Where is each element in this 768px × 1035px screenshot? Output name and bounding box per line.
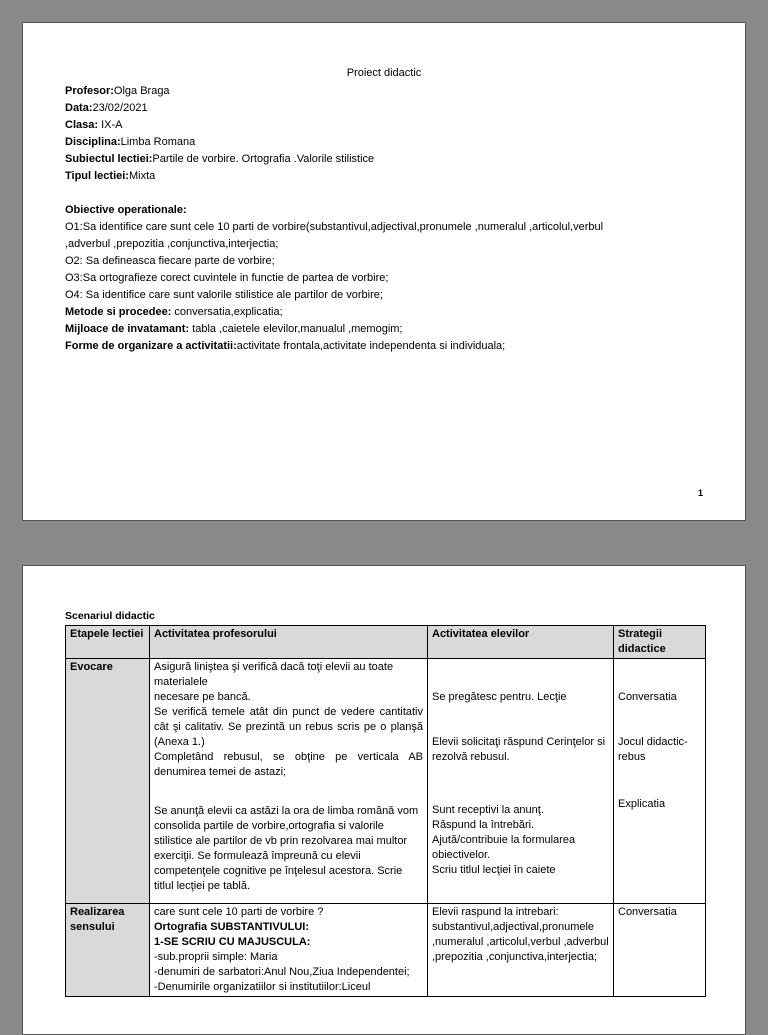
objective-line: O2: Sa defineasca fiecare parte de vorbire; (65, 255, 275, 267)
section-title: Scenariul didactic (65, 610, 155, 622)
strategies-cell: Conversatia (614, 904, 706, 997)
column-header: Activitatea elevilor (428, 626, 614, 659)
scenario-table (65, 625, 706, 997)
teacher-activity-cell: care sunt cele 10 parti de vorbire ? Ortografia SUBSTANTIVULUI: 1-SE SCRIU CU MAJUSCULA: -sub.proprii simple: Maria -denumiri de sarbatori:Anul Nou,Ziua Independentei; -Denumirile organizatiilor si institutiilor:Liceul (150, 904, 428, 997)
field-subiect: Subiectul lectiei:Partile de vorbire. Ortografia .Valorile stilistice (65, 153, 375, 165)
objectives-heading: Obiective operationale: (65, 204, 187, 216)
table-row (66, 904, 706, 997)
lesson-info (65, 83, 665, 355)
objective-line: O3:Sa ortografieze corect cuvintele in functie de partea de vorbire; (65, 272, 389, 284)
table-header-row (66, 626, 706, 659)
column-header: Activitatea profesorului (150, 626, 428, 659)
field-profesor: Profesor:Olga Braga (65, 85, 170, 97)
document-page-2 (22, 565, 746, 1035)
column-header: Etapele lectiei (66, 626, 150, 659)
field-data: Data:23/02/2021 (65, 102, 148, 114)
stage-cell: Evocare (66, 659, 150, 904)
document-page-1 (22, 22, 746, 521)
students-activity-cell: Se pregătesc pentru. Lecţie Elevii solicitaţi răspund Cerinţelor si rezolvă rebusul. Sunt receptivi la anunţ. Răspund la întrebări. Ajută/contribuie la formularea obiectivelor. Scriu titlul lecţiei în caiete (428, 659, 614, 904)
stage-cell: Realizarea sensului (66, 904, 150, 997)
table-row (66, 659, 706, 904)
field-forme: Forme de organizare a activitatii:activitate frontala,activitate independenta si individuala; (65, 340, 506, 352)
objective-line: O4: Sa identifice care sunt valorile stilistice ale partilor de vorbire; (65, 289, 383, 301)
field-clasa: Clasa: IX-A (65, 119, 123, 131)
objective-line: O1:Sa identifice care sunt cele 10 parti de vorbire(substantivul,adjectival,pronumele ,numeralul ,articolul,verbul (65, 221, 604, 233)
field-mijloace: Mijloace de invatamant: tabla ,caietele elevilor,manualul ,memogim; (65, 323, 403, 335)
field-disciplina: Disciplina:Limba Romana (65, 136, 196, 148)
document-title: Proiect didactic (346, 67, 422, 79)
objective-line: ,adverbul ,prepozitia ,conjunctiva,interjectia; (65, 238, 279, 250)
column-header: Strategii didactice (614, 626, 706, 659)
page-number: 1 (697, 488, 703, 498)
teacher-activity-cell: Asigură liniştea şi verifică dacă toţi elevii au toate materialele necesare pe bancă. Se verifică temele atât din punct de vedere cantitativ cât şi calitativ. Se prezintă un rebus scris pe o planşă (Anexa 1.) Completând rebusul, se obţine pe verticala AB denumirea temei de astazi; Se anunţă elevii ca astăzi la ora de limba română vom consolida partile de vorbire,ortografia si valorile stilistice ale partilor de vb prin rezolvarea mai multor exerciţii. Se formulează împreună cu elevii competenţele cognitive pe înţelesul acestora. Scrie titlul lecţiei pe tablă. (150, 659, 428, 904)
field-metode: Metode si procedee: conversatia,explicatia; (65, 306, 283, 318)
students-activity-cell: Elevii raspund la intrebari: substantivul,adjectival,pronumele ,numeralul ,articolul,verbul ,adverbul ,prepozitia ,conjunctiva,interjectia; (428, 904, 614, 997)
field-tip: Tipul lectiei:Mixta (65, 170, 156, 182)
strategies-cell: Conversatia Jocul didactic-rebus Explicatia (614, 659, 706, 904)
